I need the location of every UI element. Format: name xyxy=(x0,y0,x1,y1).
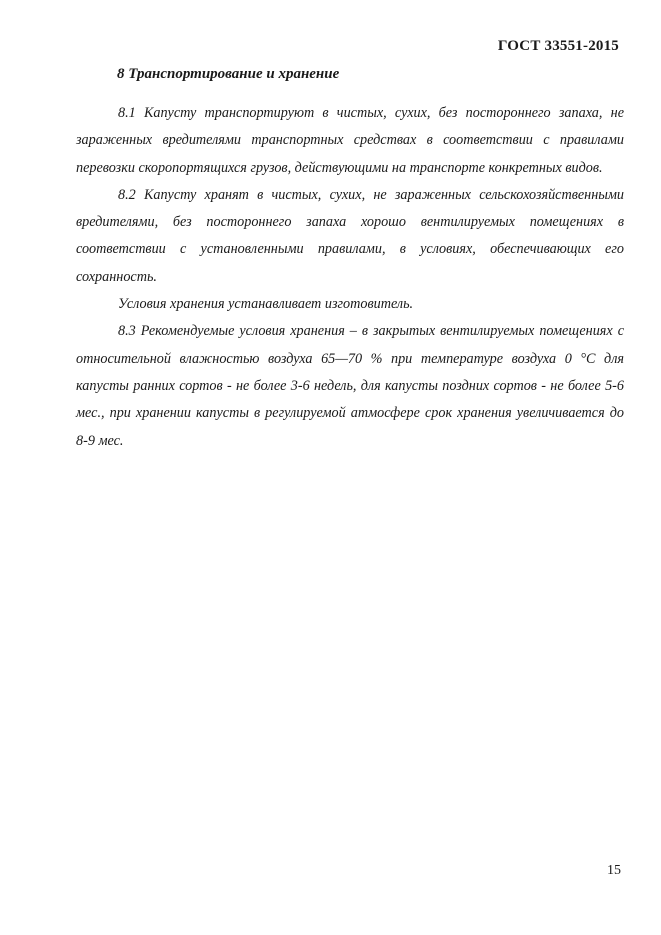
paragraph-8-1: 8.1 Капусту транспортируют в чистых, сухих, без постороннего запаха, не зараженных вредителями транспортных средствах в соответствии с правилами перевозки скоропортящихся грузов, действующими на транспорте конкретных видов. xyxy=(76,105,624,176)
document-code: ГОСТ 33551-2015 xyxy=(497,38,619,54)
paragraph-8-2: 8.2 Капусту хранят в чистых, сухих, не зараженных сельскохозяйственными вредителями, без постороннего запаха хорошо вентилируемых помещениях в соответствии с установленными правилами, в условиях, обеспечивающих его сохранность. xyxy=(76,186,624,285)
paragraph-storage-conditions: Условия хранения устанавливает изготовитель. xyxy=(118,296,414,313)
paragraph-8-3: 8.3 Рекомендуемые условия хранения – в закрытых вентилируемых помещениях с относительной влажностью воздуха 65—70 % при температуре воздуха 0 °С для капусты ранних сортов - не более 3-6 недель, для капусты поздних сортов - не более 5-6 мес., при хранении капусты в регулируемой атмосфере срок хранения увеличивается до 8-9 мес. xyxy=(76,323,624,449)
section-title: 8 Транспортирование и хранение xyxy=(117,66,340,82)
section-body xyxy=(76,100,624,455)
page-number: 15 xyxy=(607,863,621,878)
